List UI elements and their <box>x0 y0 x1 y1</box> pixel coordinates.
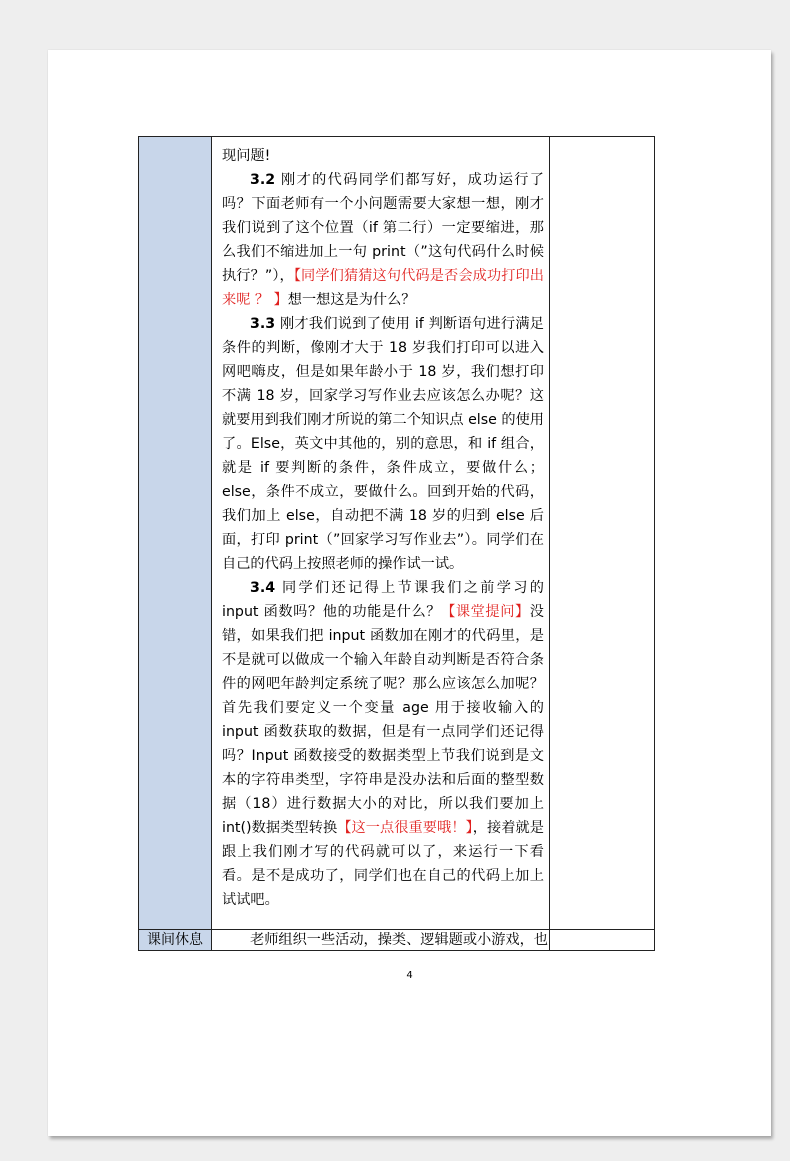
break-row-label: 课间休息 <box>139 930 212 950</box>
paragraph-3-2 <box>222 168 544 312</box>
document-page <box>48 50 771 1136</box>
section-number: 3.2 <box>250 172 276 188</box>
paragraph-text: 想一想这是为什么？ <box>287 292 416 308</box>
lesson-content <box>222 144 544 912</box>
section-number: 3.3 <box>250 316 276 332</box>
paragraph-text: 刚才我们说到了使用 if 判断语句进行满足条件的判断，像刚才大于 18 岁我们打印可以进入网吧嗨皮，但是如果年龄小于 18 岁，我们想打印不满 18 岁，回家学习写作业去应该怎么办呢？这就要用到我们刚才所说的第二个知识点 else 的使用了。Else，英文中其他的，别的意思，和 if 组合，就是 if 要判断的条件，条件成立，要做什么；else，条件不成立，要做什么。回到开始的代码，我们加上 else，自动把不满 18 岁的归到 else 后面，打印 print（”回家学习写作业去”）。同学们在自己的代码上按照老师的操作试一试。 <box>222 316 544 572</box>
break-row-text: 老师组织一些活动，操类、逻辑题或小游戏，也 <box>250 932 548 948</box>
paragraph-3-3 <box>222 312 544 576</box>
section-number: 3.4 <box>250 580 276 596</box>
highlight-question: 【同学们猜猜这句代码是否会成功打印出来呢 ？ 】 <box>222 268 544 308</box>
table-right-column <box>549 137 654 950</box>
paragraph-text: ，接着就是跟上我们刚才写的代码就可以了，来运行一下看看。是不是成功了，同学们也在自己的代码上加上试试吧。 <box>222 820 544 908</box>
paragraph-text: 刚才的代码同学们都写好，成功运行了吗？下面老师有一个小问题需要大家想一想，刚才我们说到了这个位置（if 第二行）一定要缩进，那么我们不缩进加上一句 print（”这句代码什么时候执行？”）， <box>222 172 544 284</box>
highlight-important: 【这一点很重要哦！】 <box>337 820 473 836</box>
paragraph-continuation: 现问题! <box>222 148 271 164</box>
paragraph-3-4 <box>222 576 544 912</box>
table-left-column <box>139 137 212 929</box>
highlight-class-question: 【课堂提问】 <box>441 604 530 620</box>
lesson-table <box>138 136 655 951</box>
page-number: 4 <box>406 970 413 981</box>
paragraph-text: 没错，如果我们把 input 函数加在刚才的代码里，是不是就可以做成一个输入年龄自动判断是否符合条件的网吧年龄判定系统了呢？那么应该怎么加呢？首先我们要定义一个变量 age 用于接收输入的 input 函数获取的数据，但是有一点同学们还记得吗？Input 函数接受的数据类型上节我们说到是文本的字符串类型，字符串是没办法和后面的整型数据（18）进行数据大小的对比，所以我们要加上 int()数据类型转换 <box>222 604 544 836</box>
paragraph-text: 同学们还记得上节课我们之前学习的 input 函数吗？他的功能是什么？ <box>222 580 544 620</box>
